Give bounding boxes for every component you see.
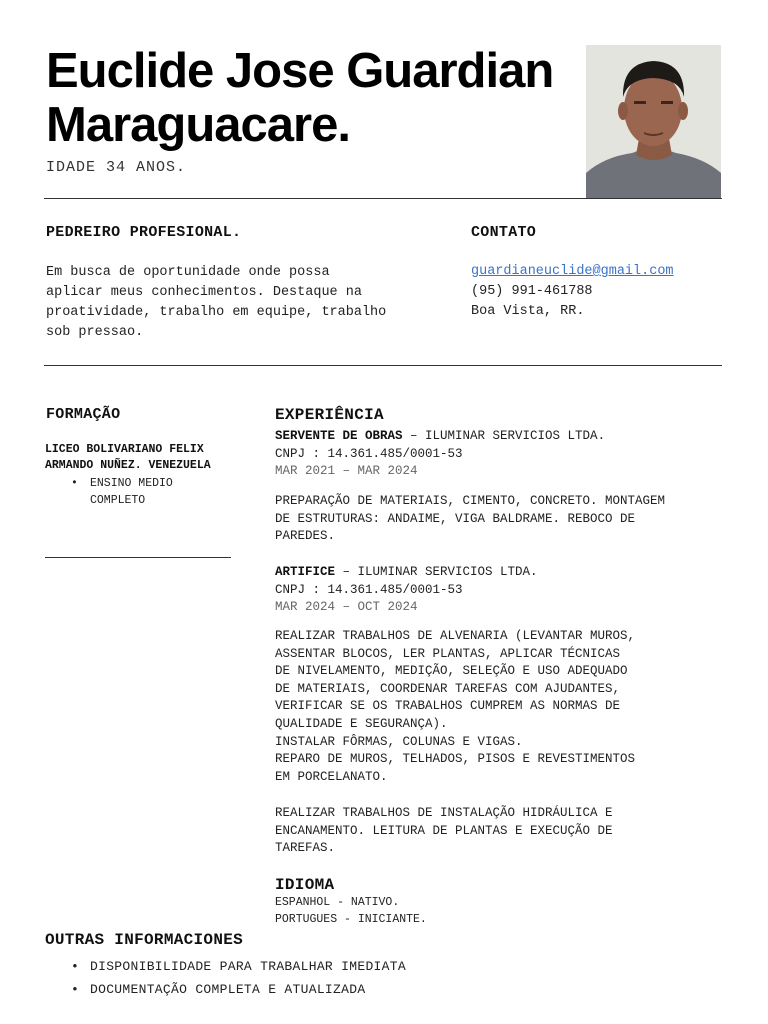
language-item: PORTUGUES - INICIANTE.: [275, 913, 427, 926]
desc-line: ASSENTAR BLOCOS, LER PLANTAS, APLICAR TÉCNICAS: [275, 646, 621, 661]
desc-line: DE NIVELAMENTO, MEDIÇÃO, SELEÇÃO E USO ADEQUADO: [275, 664, 628, 679]
job-description: [275, 628, 735, 786]
profile-photo: [586, 45, 721, 198]
job-period: MAR 2021 – MAR 2024: [275, 464, 418, 479]
profile-summary: [46, 263, 446, 343]
job-company: – ILUMINAR SERVICIOS LTDA.: [335, 565, 538, 579]
list-item: • DISPONIBILIDADE PARA TRABALHAR IMEDIATA: [67, 955, 567, 978]
desc-line: INSTALAR FÔRMAS, COLUNAS E VIGAS.: [275, 734, 523, 749]
contact-block: [471, 262, 674, 322]
desc-line: TAREFAS.: [275, 841, 336, 856]
job-description: [275, 493, 735, 546]
desc-line: DE MATERIAIS, COORDENAR TAREFAS COM AJUDANTES,: [275, 681, 621, 696]
email-link[interactable]: guardianeuclide@gmail.com: [471, 264, 674, 279]
desc-line: REALIZAR TRABALHOS DE ALVENARIA (LEVANTAR MUROS,: [275, 629, 636, 643]
other-info-list: [67, 955, 567, 1001]
language-item: ESPANHOL - NATIVO.: [275, 896, 400, 909]
job-cnpj: CNPJ : 14.361.485/0001-53: [275, 582, 463, 597]
desc-line: PREPARAÇÃO DE MATERIAIS, CIMENTO, CONCRETO. MONTAGEM: [275, 494, 666, 508]
candidate-name: [46, 44, 586, 152]
desc-line: QUALIDADE E SEGURANÇA).: [275, 716, 448, 731]
desc-line: VERIFICAR SE OS TRABALHOS CUMPREM AS NORMAS DE: [275, 699, 621, 714]
education-heading: FORMAÇÃO: [46, 406, 121, 423]
desc-line: ENCANAMENTO. LEITURA DE PLANTAS E EXECUÇÃO DE: [275, 823, 613, 838]
experience-heading: EXPERIÊNCIA: [275, 406, 384, 424]
job-role: ARTIFICE: [275, 565, 336, 579]
location: Boa Vista, RR.: [471, 304, 585, 319]
desc-line: EM PORCELANATO.: [275, 769, 388, 784]
job-role: SERVENTE DE OBRAS: [275, 429, 403, 443]
language-heading: IDIOMA: [275, 876, 335, 894]
desc-line: REALIZAR TRABALHOS DE INSTALAÇÃO HIDRÁULICA E: [275, 806, 613, 820]
age-label: IDADE 34 ANOS.: [46, 159, 187, 176]
phone-number: (95) 991-461788: [471, 284, 593, 299]
desc-line: DE ESTRUTURAS: ANDAIME, VIGA BALDRAME. REBOCO DE: [275, 511, 636, 526]
summary-line: sob pressao.: [46, 325, 144, 340]
job-entry: [275, 564, 735, 617]
summary-line: aplicar meus conhecimentos. Destaque na: [46, 285, 362, 300]
desc-line: REPARO DE MUROS, TELHADOS, PISOS E REVESTIMENTOS: [275, 752, 636, 767]
job-company: – ILUMINAR SERVICIOS LTDA.: [402, 429, 606, 443]
other-info-heading: OUTRAS INFORMACIONES: [45, 931, 244, 949]
degree-line: COMPLETO: [90, 494, 146, 507]
summary-line: Em busca de oportunidade onde possa: [46, 265, 330, 280]
degree-line: ENSINO MEDIO: [90, 477, 173, 490]
section-divider: [44, 365, 722, 366]
education-divider: [45, 557, 231, 558]
degree-list: [67, 475, 247, 509]
profile-title: PEDREIRO PROFESIONAL.: [46, 224, 242, 241]
desc-line: PAREDES.: [275, 529, 336, 544]
language-list: [275, 894, 427, 928]
list-item: • DOCUMENTAÇÃO COMPLETA E ATUALIZADA: [67, 978, 567, 1001]
school-line: ARMANDO NUÑEZ. VENEZUELA: [45, 459, 211, 472]
portrait-image: [586, 45, 721, 198]
school-name: [45, 442, 245, 474]
name-line-1: Euclide Jose Guardian: [46, 44, 554, 98]
name-line-2: Maraguacare.: [46, 98, 350, 152]
contact-heading: CONTATO: [471, 224, 537, 241]
summary-line: proatividade, trabalho em equipe, trabalho: [46, 305, 387, 320]
job-description-extra: [275, 805, 735, 858]
school-line: LICEO BOLIVARIANO FELIX: [45, 443, 204, 456]
job-period: MAR 2024 – OCT 2024: [275, 600, 418, 615]
job-cnpj: CNPJ : 14.361.485/0001-53: [275, 446, 463, 461]
list-item: [67, 475, 247, 509]
header-divider: [44, 198, 722, 199]
job-entry: [275, 428, 735, 481]
